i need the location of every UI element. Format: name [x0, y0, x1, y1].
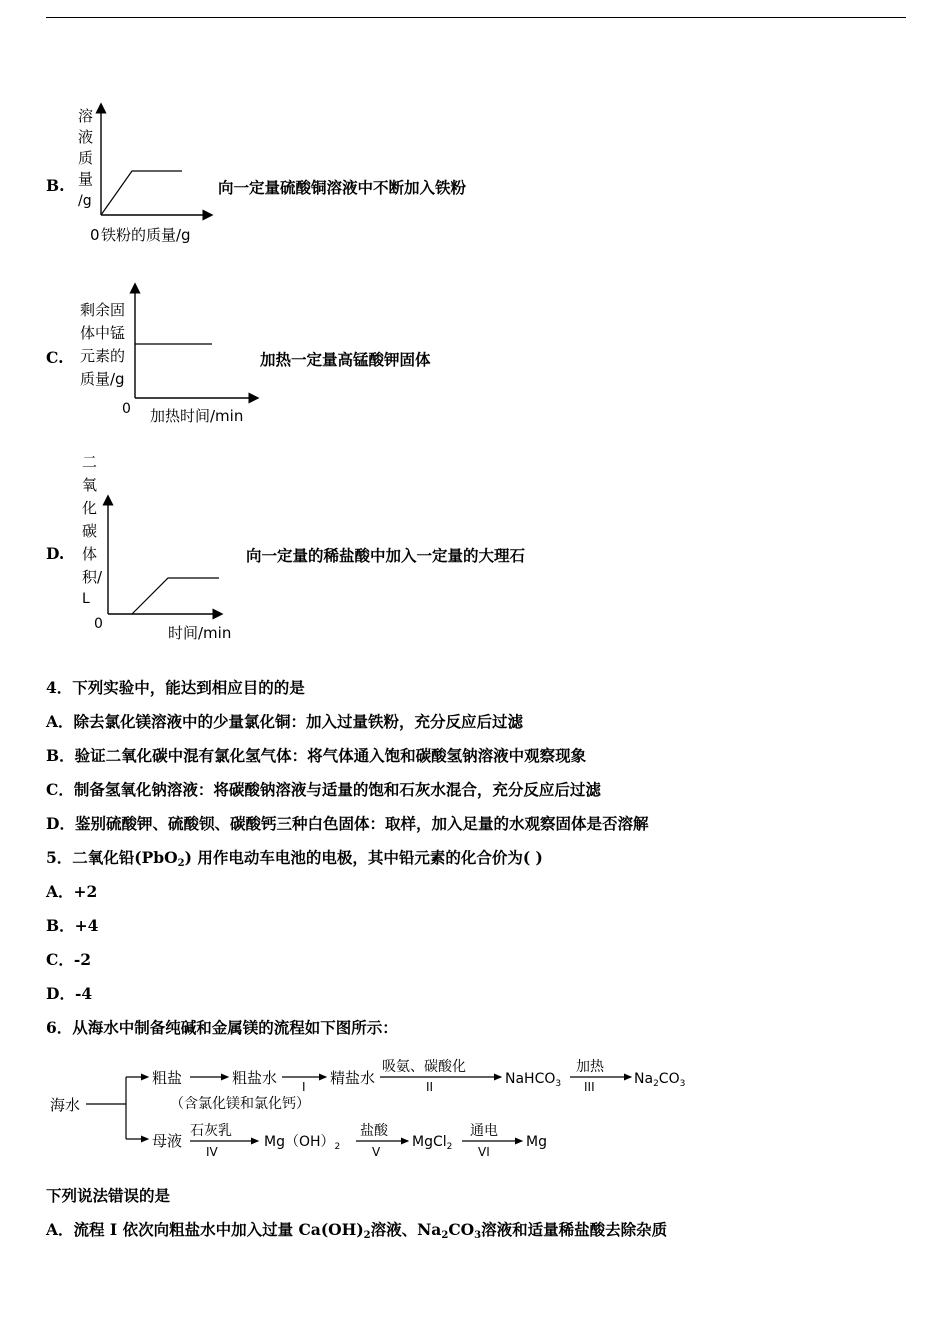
y-label-7: L: [82, 591, 90, 607]
crude-brine: 粗盐水: [232, 1069, 278, 1087]
mother-liquor: 母液: [152, 1132, 183, 1150]
mg-oh-2: $Mg(OH)_2$: [264, 1134, 341, 1152]
option-c-letter: C.: [46, 348, 64, 367]
y-label-6: 积/: [82, 568, 103, 586]
q5-option-a: A．+2: [46, 882, 98, 901]
option-d-letter: D.: [46, 544, 65, 563]
option-d-description: 向一定量的稀盐酸中加入一定量的大理石: [246, 546, 526, 565]
step-vi-label: VI: [478, 1145, 490, 1159]
step-iv-top: 石灰乳: [190, 1123, 232, 1139]
y-label-3: 化: [82, 499, 98, 517]
y-label-5: /g: [78, 193, 92, 209]
flow-diagram: [46, 1055, 706, 1170]
step-i-label: I: [302, 1080, 306, 1094]
x-label: 铁粉的质量/g: [101, 226, 191, 244]
y-label-3: 元素的: [80, 347, 126, 365]
step-v-label: V: [372, 1145, 381, 1159]
q6-after: 下列说法错误的是: [46, 1186, 171, 1205]
option-c-description: 加热一定量高锰酸钾固体: [260, 350, 431, 369]
option-b-chart: [70, 100, 220, 250]
step-iv-label: IV: [206, 1145, 218, 1159]
curve: [132, 578, 219, 614]
q4-option-c: C．制备氢氧化钠溶液：将碳酸钠溶液与适量的饱和石灰水混合，充分反应后过滤: [46, 780, 601, 799]
nahco3: NaHCO$_3$: [505, 1071, 562, 1089]
option-b-description: 向一定量硫酸铜溶液中不断加入铁粉: [218, 178, 467, 197]
q4-option-a: A．除去氯化镁溶液中的少量氯化铜：加入过量铁粉，充分反应后过滤: [46, 712, 524, 731]
y-label-2: 氧: [82, 476, 98, 494]
q6-stem: 6．从海水中制备纯碱和金属镁的流程如下图所示：: [46, 1018, 398, 1037]
q5-option-b: B．+4: [46, 916, 99, 935]
q5-option-d: D．-4: [46, 984, 93, 1003]
q5-stem-post: ) 用作电动车电池的电极，其中铅元素的化合价为( ): [184, 848, 543, 867]
step-iii-top: 加热: [576, 1059, 604, 1075]
q4-stem: 4．下列实验中，能达到相应目的的是: [46, 678, 305, 697]
crude-salt-note: （含氯化镁和氯化钙）: [170, 1096, 310, 1112]
y-label-2: 液: [78, 128, 94, 146]
step-ii-top: 吸氨、碳酸化: [382, 1059, 466, 1075]
y-label-1: 剩余固: [80, 301, 126, 319]
step-ii-label: II: [426, 1080, 434, 1094]
y-label-4: 碳: [82, 522, 98, 540]
q5-stem-pre: 5．二氧化铅(PbO: [46, 848, 178, 867]
x-label: 加热时间/min: [150, 407, 244, 425]
crude-salt: 粗盐: [152, 1069, 183, 1087]
y-label-5: 体: [82, 545, 98, 563]
q5-stem-sub: 2: [177, 858, 185, 869]
x-label: 时间/min: [168, 624, 232, 642]
option-c-chart: [76, 280, 266, 430]
q5-stem: [46, 848, 543, 874]
y-label-3: 质: [78, 149, 94, 167]
origin-label: 0: [122, 401, 131, 417]
mgcl2: MgCl$_2$: [412, 1134, 453, 1152]
header-rule: [46, 17, 906, 18]
step-vi-top: 通电: [470, 1123, 498, 1139]
curve: [101, 171, 182, 215]
step-v-top: 盐酸: [360, 1123, 388, 1139]
q4-option-d: D．鉴别硫酸钾、硫酸钡、碳酸钙三种白色固体：取样，加入足量的水观察固体是否溶解: [46, 814, 649, 833]
option-b-letter: B.: [46, 176, 65, 195]
q6-option-a: A．流程 I 依次向粗盐水中加入过量 $Ca(OH)_2$溶液、$Na_2CO_3$溶液和适量稀盐酸去除杂质: [46, 1220, 668, 1241]
q5-option-c: C．-2: [46, 950, 92, 969]
origin-label: 0: [94, 616, 103, 632]
mg: Mg: [526, 1134, 547, 1150]
y-label-4: 质量/g: [80, 370, 125, 388]
step-iii-label: III: [584, 1080, 595, 1094]
refined-brine: 精盐水: [330, 1069, 376, 1087]
y-label-2: 体中锰: [80, 324, 126, 342]
y-label-1: 溶: [78, 107, 94, 125]
source-seawater: 海水: [50, 1096, 81, 1114]
q4-option-b: B．验证二氧化碳中混有氯化氢气体：将气体通入饱和碳酸氢钠溶液中观察现象: [46, 746, 587, 765]
option-d-chart: [76, 448, 256, 648]
y-label-1: 二: [82, 453, 98, 471]
y-label-4: 量: [78, 170, 94, 188]
origin-label: 0: [90, 226, 100, 244]
na2co3: $Na_2CO_3$: [634, 1071, 686, 1089]
